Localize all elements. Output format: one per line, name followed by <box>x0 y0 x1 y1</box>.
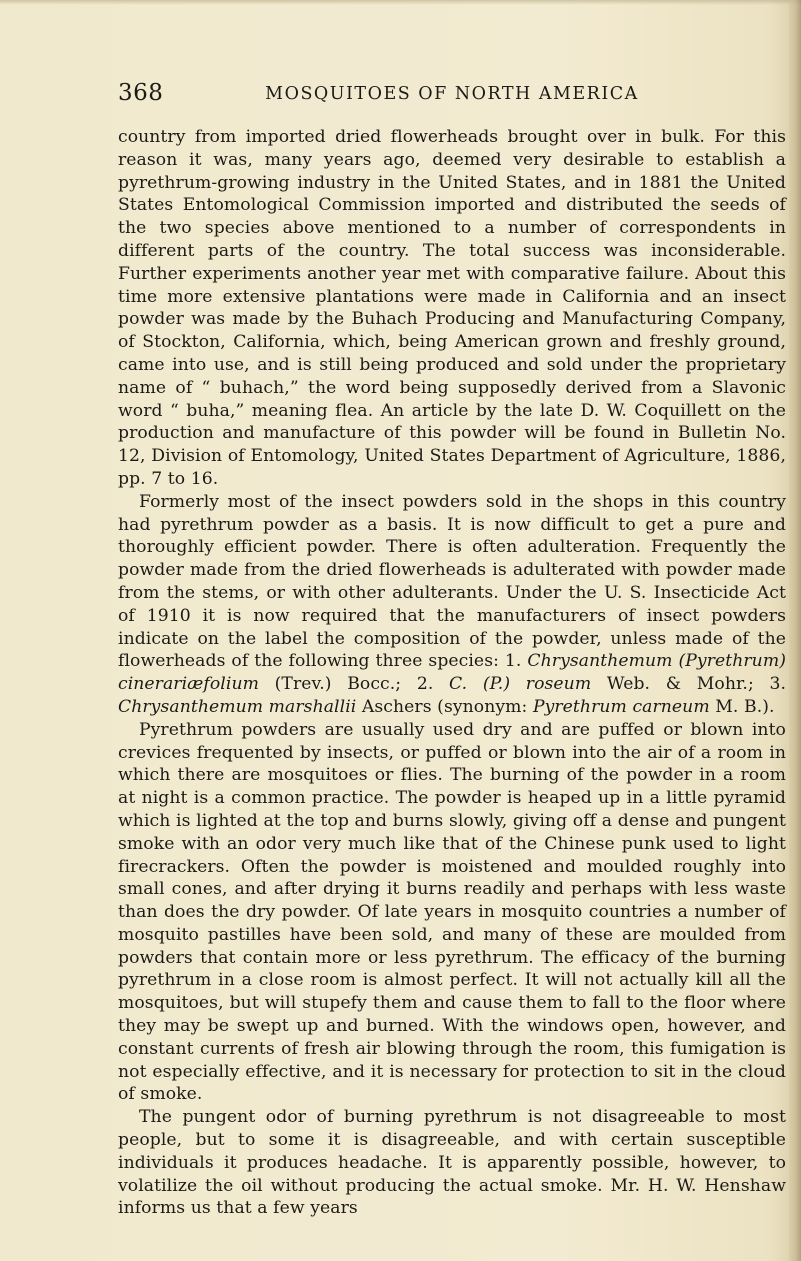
species-1-genus: Chrysanthemum <box>527 651 673 672</box>
paragraph-4: The pungent odor of burning pyrethrum is not disagreeable to most people, but to some it is disagreeable, and with certain susceptible individuals it produces headache. It is apparently possible, however, to volatilize the oil without producing the actual smoke. Mr. H. W. Henshaw informs us that a few years <box>118 1107 786 1219</box>
page-top-edge-shadow <box>0 0 801 5</box>
paragraph-2-text-a: Formerly most of the insect powders sold in the shops in this country had pyrethrum powder as a basis. It is now difficult to get a pure and thoroughly efficient powder. There is often adulteration. Frequently the powder made from the dried flowerheads is adulterated with powder made from the stems, or with other adulterants. Under the U. S. Insecticide Act of 1910 it is now required that the manufacturers of insect powders indicate on the label the composition of the powder, unless made of the flowerheads of the following three species: 1. <box>118 491 786 672</box>
paragraph-2-text-b: (Trev.) Bocc.; 2. <box>258 674 450 695</box>
paragraph-1: country from imported dried flowerheads brought over in bulk. For this reason it was, many years ago, deemed very desirable to establish a pyrethrum-growing industry in the United States, and in 1881 the United States Entomological Commission imported and distributed the seeds of the two species above mentioned to a number of correspondents in different parts of the country. The total success was inconsiderable. Further experiments another year met with comparative failure. About this time more extensive plantations were made in California and an insect powder was made by the Buhach Producing and Manufacturing Company, of Stockton, California, which, being American grown and freshly ground, came into use, and is still being produced and sold under the proprietary name of “ buhach,” the word being supposedly derived from a Slavonic word “ buha,” meaning flea. An article by the late D. W. Coquillett on the production and manufacture of this powder will be found in Bulletin No. 12, Division of Entomology, United States Department of Agriculture, 1886, pp. 7 to 16. <box>118 127 786 489</box>
paragraph-2 <box>118 491 786 719</box>
body-text <box>118 126 786 1220</box>
paragraph-2-text-e: M. B.). <box>709 696 775 717</box>
paragraph-3: Pyrethrum powders are usually used dry and are puffed or blown into crevices frequented by insects, or puffed or blown into the air of a room in which there are mosquitoes or flies. The burning of the powder in a room at night is a common practice. The powder is heaped up in a little pyramid which is lighted at the top and burns slowly, giving off a dense and pungent smoke with an odor very much like that of the Chinese punk used to light firecrackers. Often the powder is moistened and moulded roughly into small cones, and after drying it burns readily and perhaps with less waste than does the dry powder. Of late years in mosquito countries a number of mosquito pastilles have been sold, and many of these are moulded from powders that contain more or less pyrethrum. The efficacy of the burning pyrethrum in a close room is almost perfect. It will not actually kill all the mosquitoes, but will stupefy them and cause them to fall to the floor where they may be swept up and burned. With the windows open, however, and constant currents of fresh air blowing through the room, this fumigation is not especially effective, and it is necessary for protection to sit in the cloud of smoke. <box>118 719 786 1105</box>
paragraph-2-text-d: Aschers (synonym: <box>356 696 533 717</box>
species-1-epithet: cinerariæfolium <box>118 674 259 695</box>
page-number: 368 <box>118 80 164 106</box>
synonym-name: Pyrethrum carneum <box>532 696 710 717</box>
species-2-epithet: roseum <box>525 674 592 695</box>
species-2-subgenus: (P.) <box>482 674 511 695</box>
species-3-name: Chrysanthemum marshallii <box>118 696 357 717</box>
page-header <box>118 80 786 114</box>
paragraph-2-text-c: Web. & Mohr.; 3. <box>591 674 787 695</box>
species-2-genus: C. <box>449 674 468 695</box>
running-title: MOSQUITOES OF NORTH AMERICA <box>265 84 639 104</box>
species-1-synonym: (Pyrethrum) <box>678 651 786 672</box>
page-right-edge-shadow <box>789 0 801 1261</box>
